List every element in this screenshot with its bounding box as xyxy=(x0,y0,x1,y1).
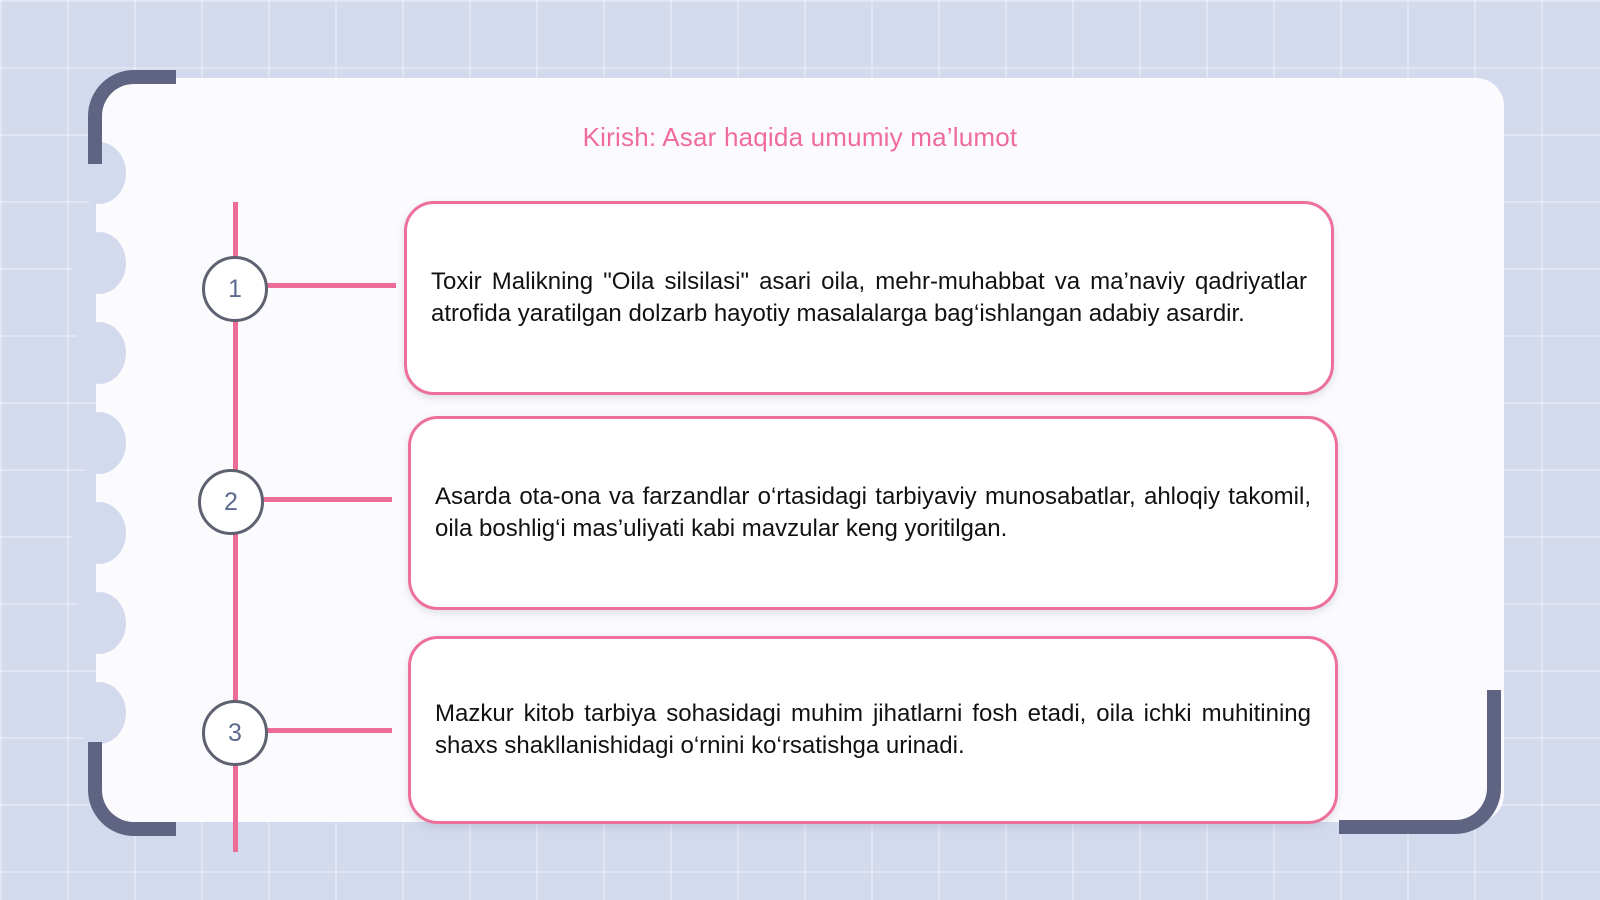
info-text-3: Mazkur kitob tarbiya sohasidagi muhim jihatlarni fosh etadi, oila ichki muhitining shaxs shakllanishidagi o‘rnini ko‘rsatishga urinadi. xyxy=(435,700,1311,759)
timeline-connector xyxy=(266,283,396,288)
step-number-2: 2 xyxy=(198,469,264,535)
info-text-1: Toxir Malikning "Oila silsilasi" asari oila, mehr-muhabbat va ma’naviy qadriyatlar atrofida yaratilgan dolzarb hayotiy masalalarga bag‘ishlangan adabiy asardir. xyxy=(431,268,1307,327)
step-number-1: 1 xyxy=(202,256,268,322)
step-number-3: 3 xyxy=(202,700,268,766)
paper-notch xyxy=(72,322,126,384)
paper-notch xyxy=(72,412,126,474)
info-text-2: Asarda ota-ona va farzandlar o‘rtasidagi tarbiyaviy munosabatlar, ahloqiy takomil, oila boshlig‘i mas’uliyati kabi mavzular keng yoritilgan. xyxy=(435,483,1311,542)
paper-notch xyxy=(72,232,126,294)
info-box-3 xyxy=(408,636,1338,824)
frame-corner-bottom-left xyxy=(88,742,176,836)
slide-title: Kirish: Asar haqida umumiy ma’lumot xyxy=(582,122,1018,152)
timeline-connector xyxy=(262,497,392,502)
paper-notch xyxy=(72,592,126,654)
paper-notch xyxy=(72,502,126,564)
frame-corner-bottom-right xyxy=(1339,690,1501,834)
info-box-2 xyxy=(408,416,1338,610)
paper-notch xyxy=(72,682,126,744)
info-box-1 xyxy=(404,201,1334,395)
timeline-connector xyxy=(266,728,392,733)
